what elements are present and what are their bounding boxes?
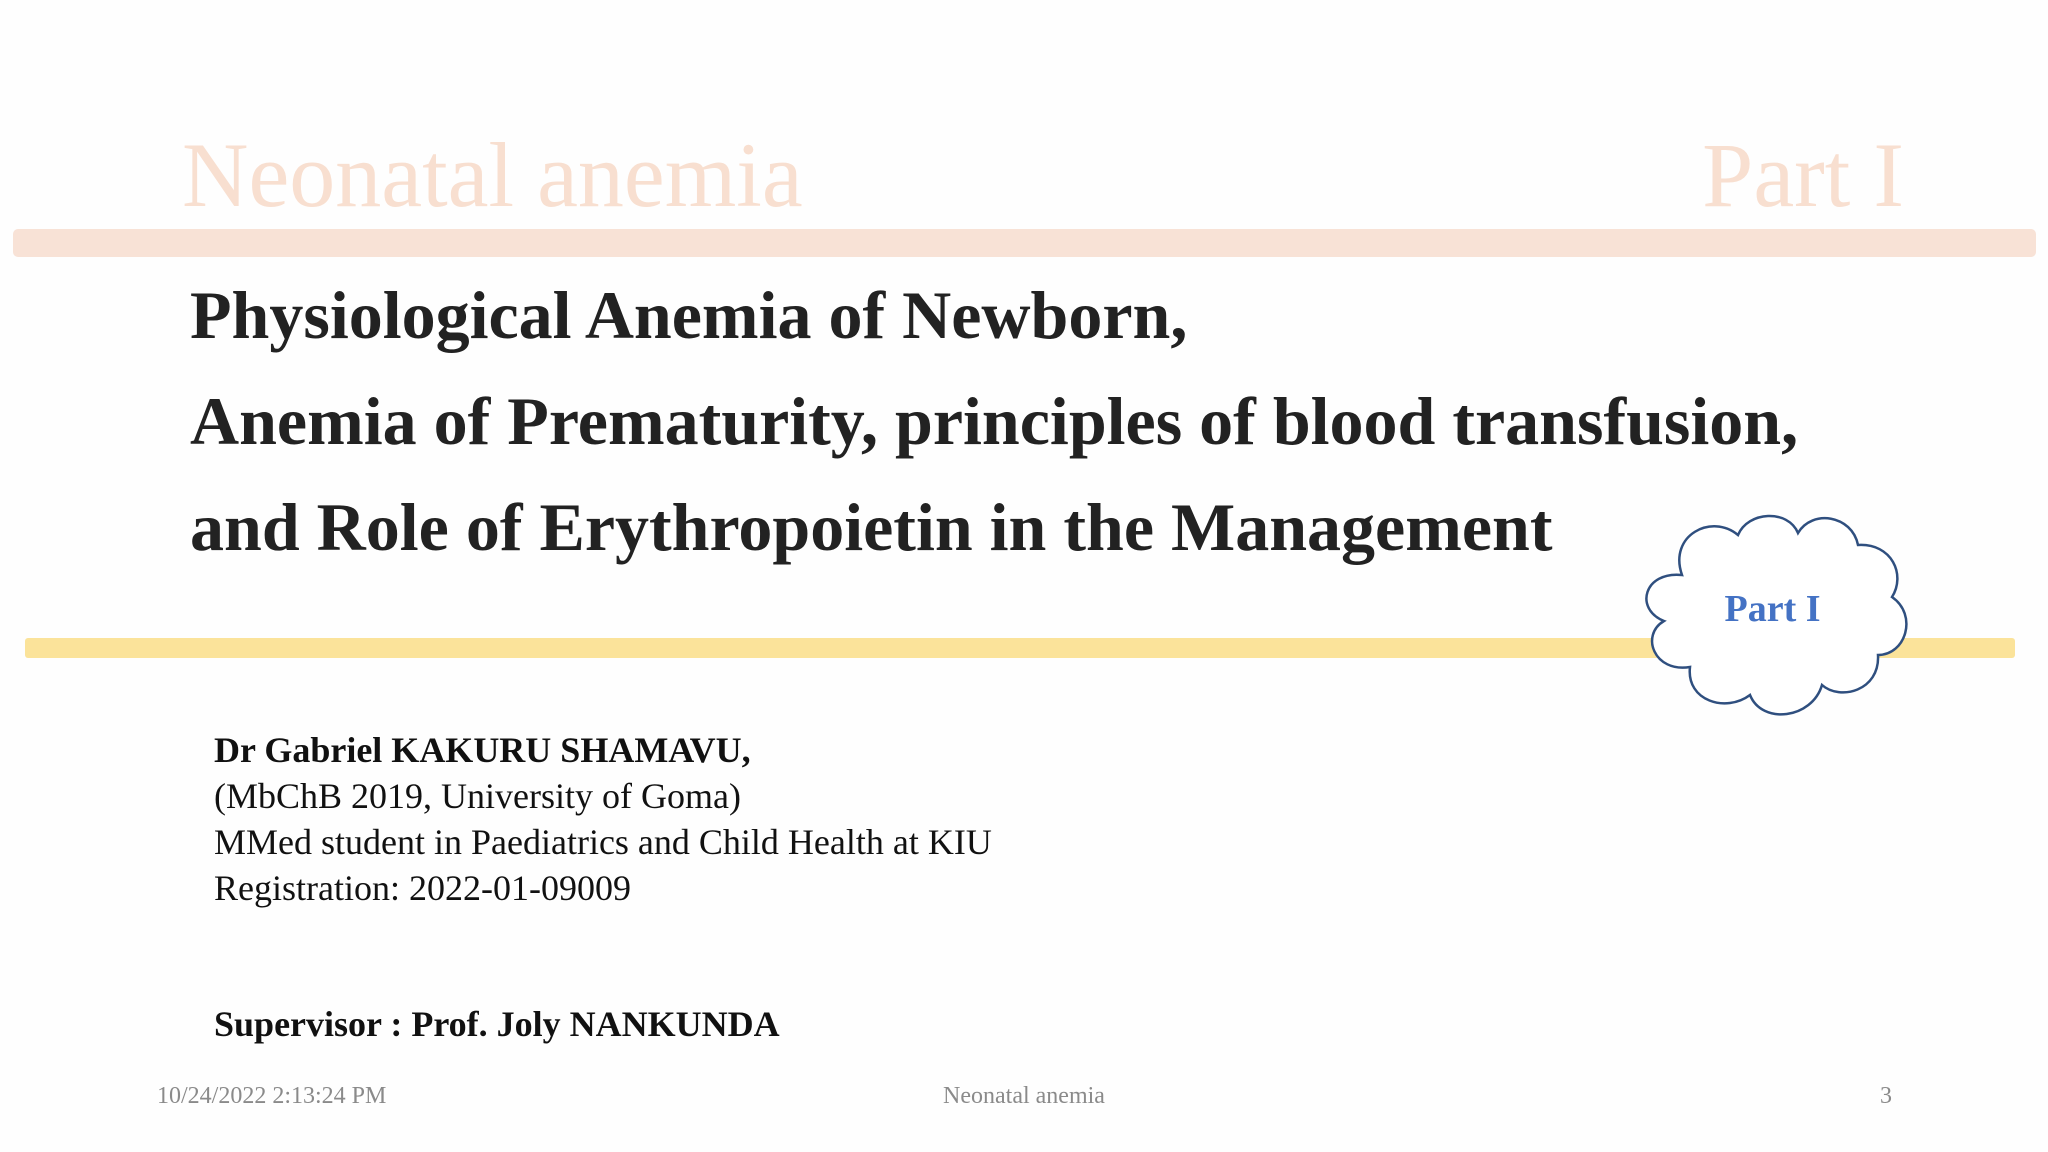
- header-title: Neonatal anemia: [182, 124, 803, 226]
- author-registration: Registration: 2022-01-09009: [214, 868, 631, 908]
- cloud-label: Part I: [1724, 588, 1821, 630]
- title-line-1: Physiological Anemia of Newborn,: [190, 277, 1188, 353]
- author-position: MMed student in Paediatrics and Child Health at KIU: [214, 822, 992, 862]
- header-part-label: Part I: [1702, 124, 1904, 226]
- author-info: [214, 727, 1414, 911]
- title-line-3: and Role of Erythropoietin in the Management: [190, 489, 1553, 565]
- footer-title: Neonatal anemia: [943, 1083, 1105, 1109]
- supervisor-line: Supervisor : Prof. Joly NANKUNDA: [214, 1004, 780, 1044]
- cloud-callout: [1630, 505, 1915, 725]
- top-divider-band: [13, 229, 2036, 257]
- author-name: Dr Gabriel KAKURU SHAMAVU,: [214, 730, 751, 770]
- title-line-2: Anemia of Prematurity, principles of blood transfusion,: [190, 383, 1799, 459]
- slide-number: 3: [1880, 1083, 1892, 1109]
- footer-date: 10/24/2022 2:13:24 PM: [157, 1083, 387, 1109]
- author-degree: (MbChB 2019, University of Goma): [214, 776, 741, 816]
